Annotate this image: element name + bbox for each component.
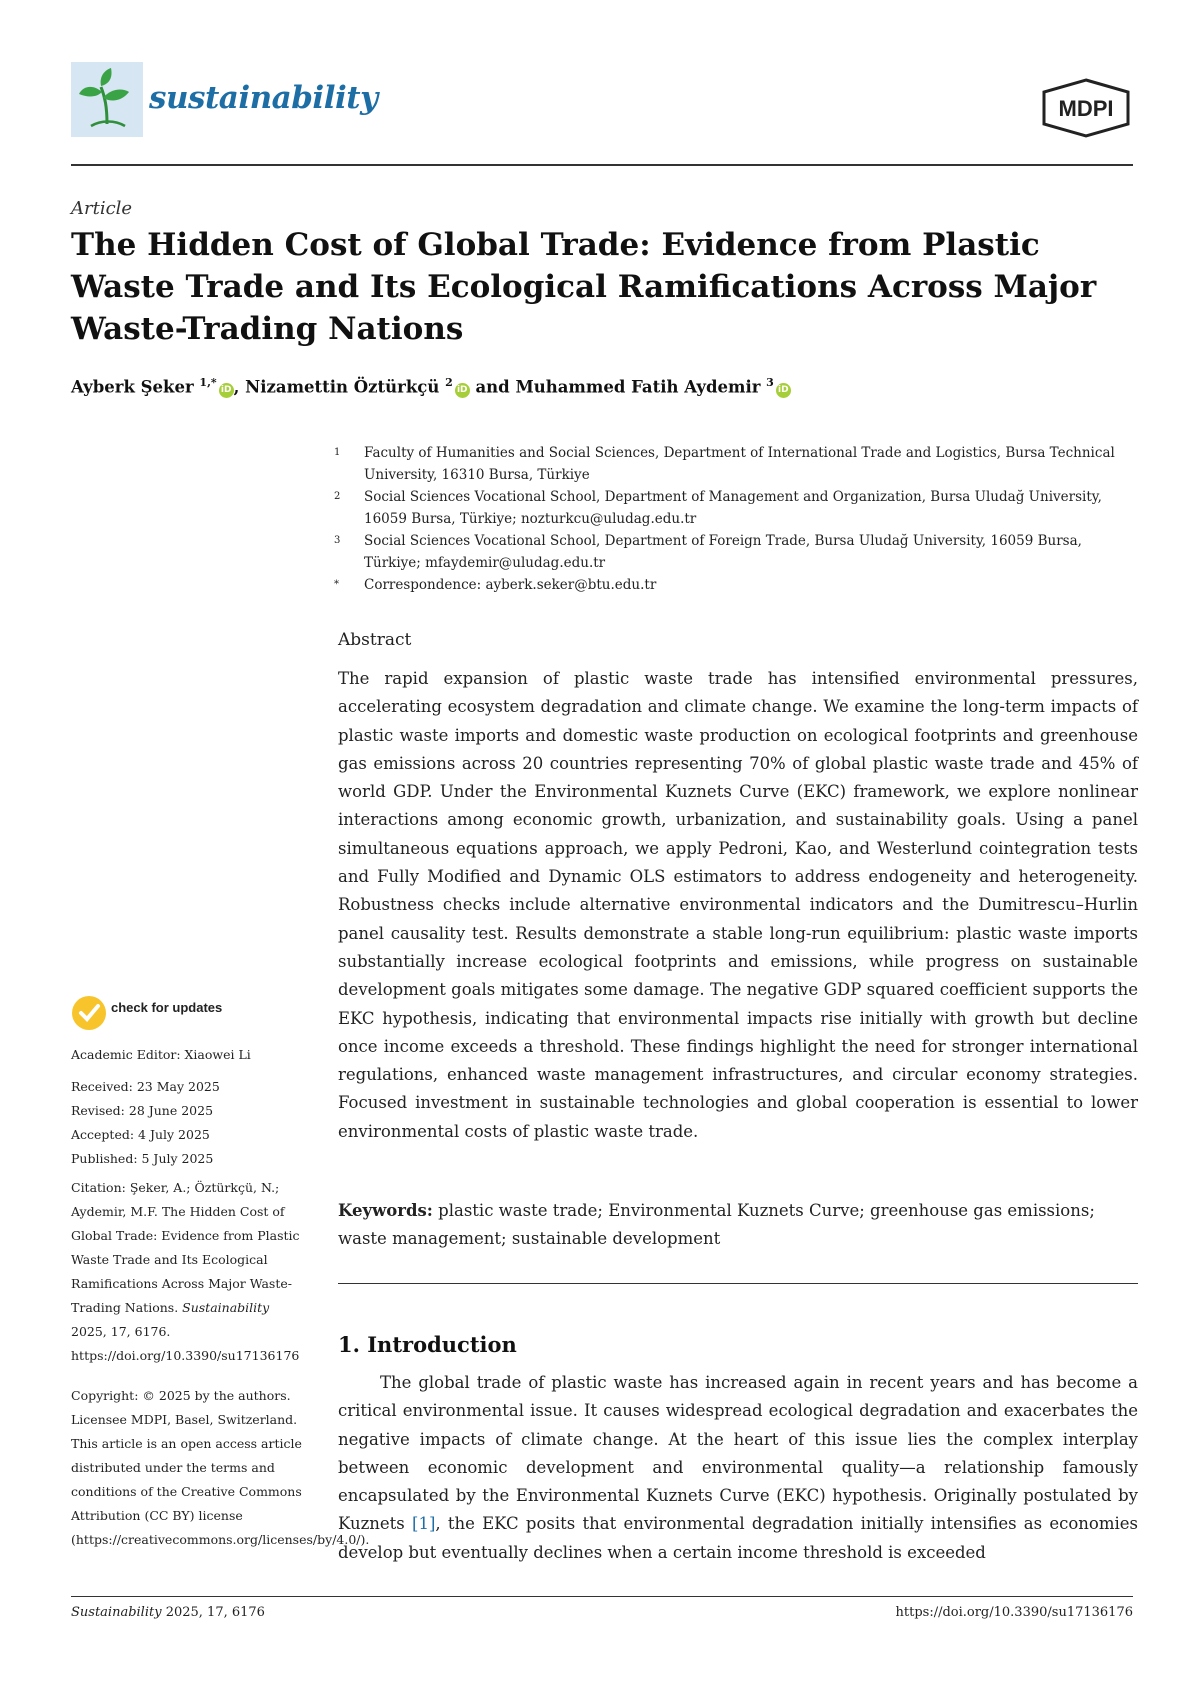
copyright-notice: Copyright: © 2025 by the authors. Licensee MDPI, Basel, Switzerland. This article is an open access article distributed under the terms and conditions of the Creative Commons Attribution (CC BY) license (https://creativecommons.org/licenses/by/4.0/). bbox=[71, 1388, 370, 1547]
citation-doi[interactable]: 2025, 17, 6176. https://doi.org/10.3390/su17136176 bbox=[71, 1324, 300, 1363]
footer-journal-ref bbox=[71, 1605, 265, 1620]
abstract-body: The rapid expansion of plastic waste trade has intensified environmental pressures, accelerating ecosystem degradation and climate change. We examine the long-term impacts of plastic waste imports and domestic waste production on ecological footprints and greenhouse gas emissions across 20 countries representing 70% of global plastic waste trade and 45% of world GDP. Under the Environmental Kuznets Curve (EKC) framework, we explore nonlinear interactions among economic growth, urbanization, and sustainability goals. Using a panel simultaneous equations approach, we apply Pedroni, Kao, and Westerlund cointegration tests and Fully Modified and Dynamic OLS estimators to address endogeneity and heterogeneity. Robustness checks include alternative environmental indicators and the Dumitrescu–Hurlin panel causality test. Results demonstrate a stable long-run equilibrium: plastic waste imports substantially increase ecological footprints and emissions, while progress on sustainable development goals mitigates some damage. The negative GDP squared coefficient supports the EKC hypothesis, indicating that environmental impacts rise initially with growth but decline once income exceeds a threshold. These findings highlight the need for stronger international regulations, enhanced waste management infrastructures, and circular economy strategies. Focused investment in sustainable technologies and global cooperation is essential to lower environmental costs of plastic waste trade. bbox=[338, 669, 1138, 1141]
affiliation-text: Faculty of Humanities and Social Sciences, Department of International Trade and Logistics, Bursa Technical University, 16310 Bursa, Türkiye bbox=[364, 445, 1115, 483]
affiliation-number: 3 bbox=[334, 535, 341, 546]
footer-doi-link[interactable]: https://doi.org/10.3390/su17136176 bbox=[895, 1605, 1133, 1620]
affiliation-text: Social Sciences Vocational School, Department of Foreign Trade, Bursa Uludağ University, 16059 Bursa, Türkiye; mfaydemir@uludag.edu.tr bbox=[364, 533, 1082, 571]
check-icon bbox=[72, 996, 106, 1030]
author-name[interactable]: Nizamettin Öztürkçü bbox=[245, 377, 440, 397]
affiliation-number: 1 bbox=[334, 447, 341, 458]
mdpi-logo[interactable] bbox=[1040, 78, 1132, 138]
author-separator: and bbox=[469, 377, 516, 397]
journal-name[interactable]: sustainability bbox=[149, 80, 378, 116]
citation-block bbox=[71, 1176, 306, 1368]
journal-logo bbox=[71, 62, 143, 137]
author-list bbox=[71, 376, 1141, 398]
intro-paragraph bbox=[338, 1369, 1138, 1567]
plant-icon bbox=[71, 62, 143, 137]
publisher-name: MDPI bbox=[1058, 96, 1114, 121]
author-name[interactable]: Muhammed Fatih Aydemir bbox=[515, 377, 761, 397]
footer-journal: Sustainability bbox=[71, 1605, 162, 1620]
header-divider bbox=[71, 164, 1133, 166]
abstract-heading: Abstract bbox=[338, 630, 412, 650]
published-date: Published: 5 July 2025 bbox=[71, 1151, 214, 1166]
citation-link[interactable]: [1] bbox=[412, 1514, 436, 1534]
citation-journal: Sustainability bbox=[182, 1300, 270, 1315]
footer-volume: 2025, 17, 6176 bbox=[161, 1605, 265, 1620]
correspondence-text: Correspondence: ayberk.seker@btu.edu.tr bbox=[364, 577, 657, 593]
keywords-label: Keywords: bbox=[338, 1201, 433, 1220]
keywords bbox=[338, 1197, 1138, 1254]
affiliation bbox=[335, 442, 1135, 486]
affiliation-number: 2 bbox=[334, 491, 341, 502]
received-date: Received: 23 May 2025 bbox=[71, 1079, 220, 1094]
orcid-icon[interactable]: iD bbox=[219, 383, 234, 398]
author-affiliation-mark: 1,* bbox=[199, 376, 217, 389]
correspondence bbox=[335, 574, 1135, 596]
check-updates-text: check for updates bbox=[111, 1000, 223, 1015]
affiliation bbox=[335, 486, 1135, 530]
affiliation-text: Social Sciences Vocational School, Department of Management and Organization, Bursa Uludağ University, 16059 Bursa, Türkiye; nozturkcu@uludag.edu.tr bbox=[364, 489, 1102, 527]
check-for-updates-badge[interactable] bbox=[71, 993, 223, 1033]
affiliation bbox=[335, 530, 1135, 574]
article-type: Article bbox=[71, 198, 133, 219]
section-heading: 1. Introduction bbox=[338, 1332, 517, 1357]
keywords-divider bbox=[338, 1283, 1138, 1284]
author-name[interactable]: Ayberk Şeker bbox=[71, 377, 194, 397]
author-affiliation-mark: 3 bbox=[766, 376, 774, 389]
publication-dates bbox=[71, 1075, 306, 1171]
intro-text: The global trade of plastic waste has increased again in recent years and has become a critical environmental issue. It causes widespread ecological degradation and exacerbates the negative impacts of climate change. At the heart of this issue lies the complex interplay between economic development and environmental quality—a relationship famously encapsulated by the Environmental Kuznets Curve (EKC) hypothesis. Originally postulated by Kuznets bbox=[338, 1373, 1138, 1534]
orcid-icon[interactable]: iD bbox=[455, 383, 470, 398]
revised-date: Revised: 28 June 2025 bbox=[71, 1103, 214, 1118]
academic-editor: Academic Editor: Xiaowei Li bbox=[71, 1047, 251, 1062]
orcid-icon[interactable]: iD bbox=[776, 383, 791, 398]
author-separator: , bbox=[233, 377, 246, 397]
author-affiliation-mark: 2 bbox=[445, 376, 453, 389]
footer-divider bbox=[71, 1596, 1133, 1597]
citation-text: Citation: Şeker, A.; Öztürkçü, N.; Aydemir, M.F. The Hidden Cost of Global Trade: Evidence from Plastic Waste Trade and Its Ecological Ramifications Across Major Waste-Trading Nations. bbox=[71, 1180, 300, 1315]
article-title: The Hidden Cost of Global Trade: Evidence from Plastic Waste Trade and Its Ecological Ramifications Across Major Waste-Trading Nations bbox=[71, 227, 1097, 347]
affiliation-number: * bbox=[334, 579, 339, 590]
intro-text: , the EKC posits that environmental degradation initially intensifies as economies develop but eventually declines when a certain income threshold is exceeded bbox=[338, 1514, 1138, 1562]
keywords-text: plastic waste trade; Environmental Kuznets Curve; greenhouse gas emissions; waste management; sustainable development bbox=[338, 1201, 1095, 1249]
accepted-date: Accepted: 4 July 2025 bbox=[71, 1127, 210, 1142]
